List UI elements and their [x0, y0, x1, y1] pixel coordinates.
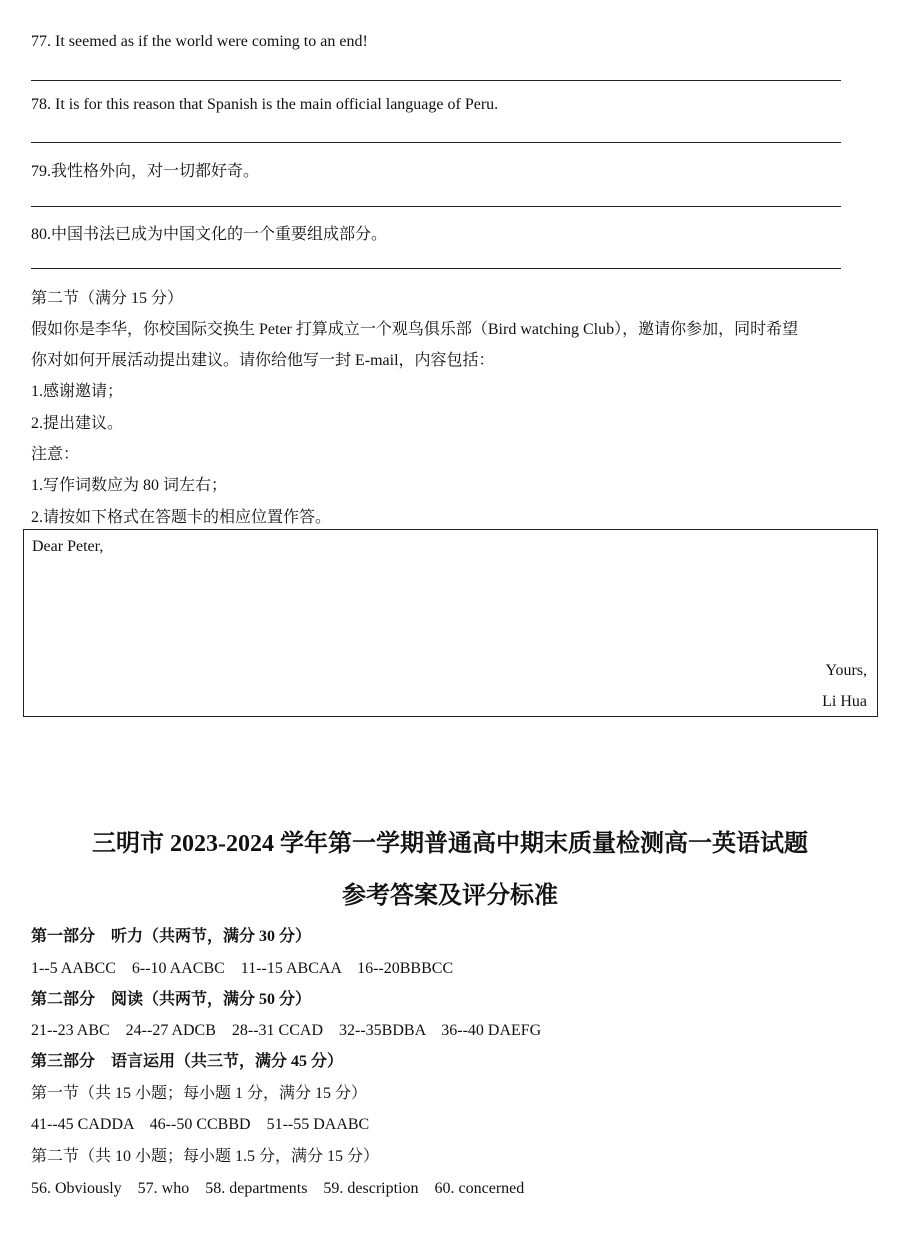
- writing-notes-label: 注意：: [31, 446, 80, 463]
- letter-format-box: [23, 529, 878, 717]
- writing-section-heading: 第二节（满分 15 分）: [31, 290, 184, 307]
- answer-key-title: 三明市 2023-2024 学年第一学期普通高中期末质量检测高一英语试题: [92, 831, 808, 857]
- answer-line-77: [31, 80, 841, 81]
- question-80: 80.中国书法已成为中国文化的一个重要组成部分。: [31, 226, 388, 243]
- letter-greeting: Dear Peter,: [32, 538, 104, 555]
- letter-closing: Yours,: [825, 662, 867, 679]
- question-78: 78. It is for this reason that Spanish is the main official language of Peru.: [31, 96, 499, 113]
- part2-heading: 第二部分 阅读（共两节，满分 50 分）: [31, 991, 312, 1008]
- part1-answers: 1--5 AABCC 6--10 AACBC 11--15 ABCAA 16--20BBBCC: [31, 960, 454, 977]
- writing-point-1: 1.感谢邀请；: [31, 383, 124, 400]
- part3-section2-answers: 56. Obviously 57. who 58. departments 59. description 60. concerned: [31, 1180, 525, 1197]
- part1-heading: 第一部分 听力（共两节，满分 30 分）: [31, 928, 312, 945]
- answer-key-subtitle: 参考答案及评分标准: [342, 883, 558, 909]
- letter-signature: Li Hua: [822, 693, 867, 710]
- writing-note-2: 2.请按如下格式在答题卡的相应位置作答。: [31, 509, 332, 526]
- part2-answers: 21--23 ABC 24--27 ADCB 28--31 CCAD 32--35BDBA 36--40 DAEFG: [31, 1022, 542, 1039]
- question-79: 79.我性格外向，对一切都好奇。: [31, 163, 260, 180]
- writing-point-2: 2.提出建议。: [31, 415, 124, 432]
- question-77: 77. It seemed as if the world were coming to an end!: [31, 33, 368, 50]
- answer-line-80: [31, 268, 841, 269]
- answer-line-78: [31, 142, 841, 143]
- writing-prompt-line-2: 你对如何开展活动提出建议。请你给他写一封 E-mail，内容包括：: [31, 352, 495, 369]
- part3-heading: 第三部分 语言运用（共三节，满分 45 分）: [31, 1053, 344, 1070]
- writing-prompt-line-1: 假如你是李华，你校国际交换生 Peter 打算成立一个观鸟俱乐部（Bird watching Club），邀请你参加，同时希望: [31, 321, 799, 338]
- part3-section1-heading: 第一节（共 15 小题；每小题 1 分，满分 15 分）: [31, 1085, 368, 1102]
- answer-line-79: [31, 206, 841, 207]
- part3-section2-heading: 第二节（共 10 小题；每小题 1.5 分，满分 15 分）: [31, 1148, 380, 1165]
- writing-note-1: 1.写作词数应为 80 词左右；: [31, 477, 228, 494]
- part3-section1-answers: 41--45 CADDA 46--50 CCBBD 51--55 DAABC: [31, 1116, 370, 1133]
